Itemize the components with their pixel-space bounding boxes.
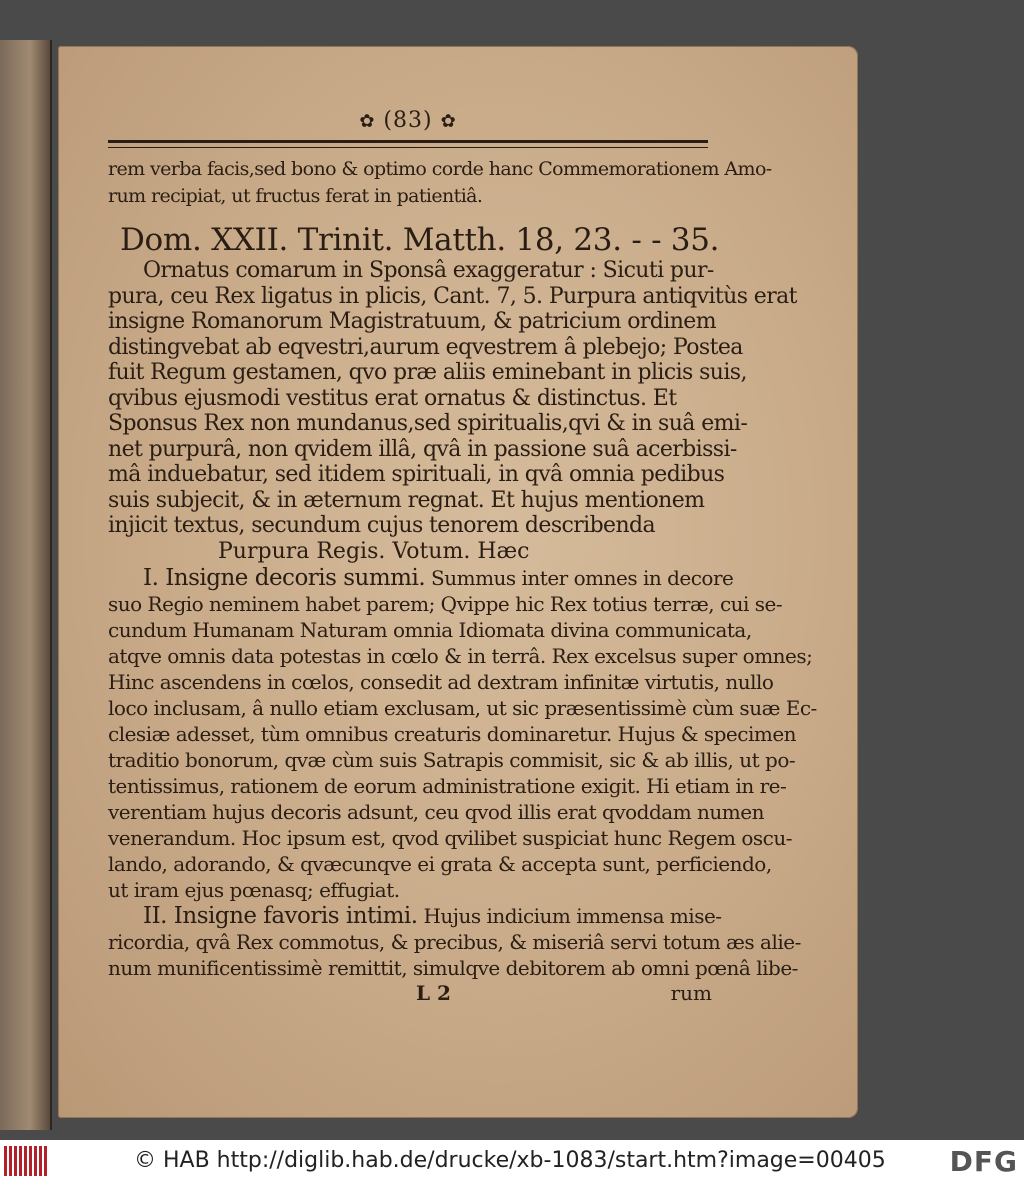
ornament-right-icon: ✿ bbox=[440, 111, 457, 132]
text-line: loco inclusam, â nullo etiam exclusam, ut sic præsentissimè cùm suæ Ec- bbox=[108, 695, 817, 720]
text-line: suo Regio neminem habet parem; Qvippe hic Rex totius terræ, cui se- bbox=[108, 591, 783, 616]
text-line: num munificentissimè remittit, simulqve debitorem ab omni pœnâ libe- bbox=[108, 955, 798, 980]
votum-line: Purpura Regis. Votum. Hæc bbox=[218, 538, 530, 564]
text-line: Sponsus Rex non mundanus,sed spiritualis,qvi & in suâ emi- bbox=[108, 411, 748, 436]
text-line: venerandum. Hoc ipsum est, qvod qvilibet suspiciat hunc Regem oscu- bbox=[108, 825, 792, 850]
section-2-title: II. Insigne favoris intimi. bbox=[143, 902, 418, 929]
section-1-first-line bbox=[108, 564, 734, 591]
source-link[interactable]: © HAB http://diglib.hab.de/drucke/xb-1083/start.htm?image=00405 bbox=[134, 1148, 886, 1173]
text-line: mâ induebatur, sed itidem spirituali, in qvâ omnia pedibus bbox=[108, 462, 725, 487]
section-heading: Dom. XXII. Trinit. Matth. 18, 23. - - 35. bbox=[120, 222, 720, 258]
text-line: atqve omnis data potestas in cœlo & in terrâ. Rex excelsus super omnes; bbox=[108, 643, 813, 668]
text-line: lando, adorando, & qvæcunqve ei grata & accepta sunt, perficiendo, bbox=[108, 851, 772, 876]
text-line: cundum Humanam Naturam omnia Idiomata divina communicata, bbox=[108, 617, 752, 642]
text-line: net purpurâ, non qvidem illâ, qvâ in passione suâ acerbissi- bbox=[108, 436, 737, 462]
book-page bbox=[58, 46, 858, 1118]
section-1-title: I. Insigne decoris summi. bbox=[143, 564, 426, 591]
text-line: Hujus indicium immensa mise- bbox=[423, 903, 722, 928]
running-head bbox=[108, 108, 708, 138]
text-line: Summus inter omnes in decore bbox=[431, 565, 734, 590]
text-line: injicit textus, secundum cujus tenorem describenda bbox=[108, 513, 656, 538]
text-line: rum recipiat, ut fructus ferat in patientiâ. bbox=[108, 185, 483, 207]
hab-logo-icon bbox=[4, 1146, 48, 1176]
section-2-first-line bbox=[108, 902, 722, 929]
text-line: ut iram ejus pœnasq; effugiat. bbox=[108, 877, 400, 902]
text-line: Hinc ascendens in cœlos, consedit ad dextram infinitæ virtutis, nullo bbox=[108, 669, 774, 694]
text-line: pura, ceu Rex ligatus in plicis, Cant. 7, 5. Purpura antiqvitùs erat bbox=[108, 283, 797, 309]
page-text-block bbox=[108, 108, 817, 1007]
text-line: traditio bonorum, qvæ cùm suis Satrapis commisit, sic & ab illis, ut po- bbox=[108, 747, 796, 772]
signature-mark: L 2 bbox=[416, 980, 451, 1005]
text-line: tentissimus, rationem de eorum administratione exigit. Hi etiam in re- bbox=[108, 773, 787, 798]
text-line: verentiam hujus decoris adsunt, ceu qvod illis erat qvoddam numen bbox=[108, 799, 764, 824]
viewer-footer bbox=[0, 1140, 1024, 1182]
ornament-left-icon: ✿ bbox=[359, 111, 376, 132]
text-line: distingvebat ab eqvestri,aurum eqvestrem â plebejo; Postea bbox=[108, 334, 743, 360]
text-line: ricordia, qvâ Rex commotus, & precibus, & miseriâ servi totum æs alie- bbox=[108, 929, 801, 954]
text-line: suis subjecit, & in æternum regnat. Et hujus mentionem bbox=[108, 487, 705, 513]
head-rule bbox=[108, 140, 708, 148]
text-line: insigne Romanorum Magistratuum, & patricium ordinem bbox=[108, 309, 716, 334]
text-line: clesiæ adesset, tùm omnibus creaturis dominaretur. Hujus & specimen bbox=[108, 721, 797, 746]
catchword: rum bbox=[670, 980, 712, 1005]
dfg-logo: DFG bbox=[949, 1145, 1018, 1178]
text-line: Ornatus comarum in Sponsâ exaggeratur : Sicuti pur- bbox=[143, 258, 714, 283]
left-page-edge bbox=[0, 40, 52, 1130]
text-line: fuit Regum gestamen, qvo præ aliis eminebant in plicis suis, bbox=[108, 360, 747, 385]
page-foot bbox=[108, 980, 712, 1007]
text-line: qvibus ejusmodi vestitus erat ornatus & distinctus. Et bbox=[108, 385, 677, 411]
text-line: rem verba facis,sed bono & optimo corde hanc Commemorationem Amo- bbox=[108, 158, 772, 180]
page-number: (83) bbox=[383, 108, 433, 133]
